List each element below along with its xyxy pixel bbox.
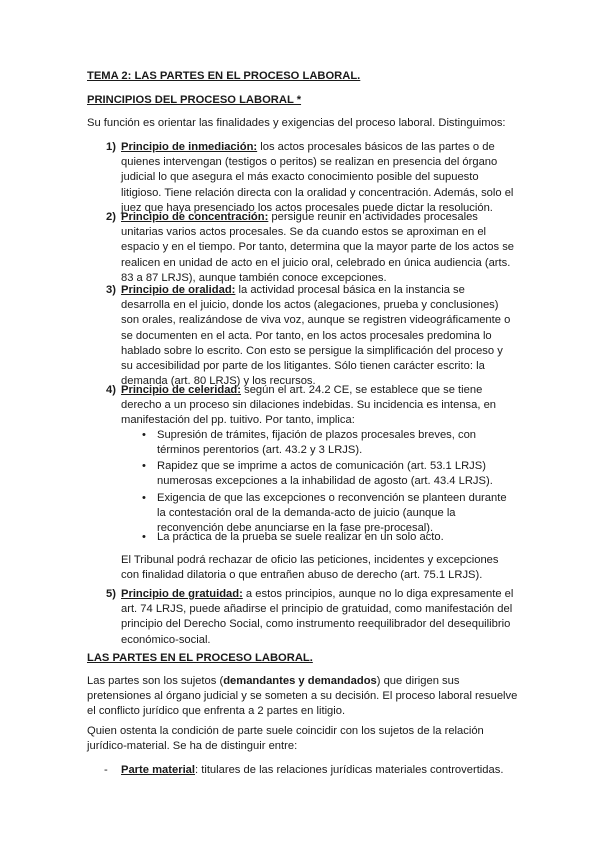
paragraph-line: El Tribunal podrá rechazar de oficio las peticiones, incidentes y excepciones: [121, 554, 499, 566]
section-heading-principios: PRINCIPIOS DEL PROCESO LABORAL *: [87, 94, 302, 106]
principle-text: litigioso. Tiene relación directa con la oralidad y concentración. Además, solo el: [121, 186, 514, 199]
term-definition: : titulares de las relaciones jurídicas materiales controvertidas.: [195, 764, 504, 776]
dash-icon: -: [104, 764, 108, 776]
paragraph-text: ) que dirigen sus: [376, 675, 460, 687]
list-item-text: términos perentorios (art. 43.2 y 3 LRJS).: [157, 444, 363, 457]
principle-text: persigue reunir en actividades procesales: [268, 211, 478, 223]
principle-text: los actos procesales básicos de las partes o de: [257, 141, 495, 153]
bold-term: demandantes y demandados: [223, 675, 377, 687]
condicion-parte-paragraph: [87, 724, 484, 754]
principle-celeridad-note: [121, 553, 498, 583]
paragraph-text: Las partes son los sujetos (: [87, 675, 224, 687]
principle-name: Principio de oralidad:: [121, 284, 236, 296]
principle-text: espacio y en el tiempo. Por tanto, determina que la mayor parte de los actos se: [121, 241, 515, 254]
principle-concentracion: [121, 210, 514, 286]
principle-name: Principio de celeridad:: [121, 384, 241, 396]
section-heading-partes: LAS PARTES EN EL PROCESO LABORAL.: [87, 652, 313, 664]
paragraph-line: el conflicto jurídico que enfrenta a 2 partes en litigio.: [87, 705, 346, 718]
principle-oralidad: [121, 283, 510, 389]
principle-text: a estos principios, aunque no lo diga expresamente el: [242, 588, 514, 600]
principle-text: la actividad procesal básica en la instancia se: [235, 284, 465, 296]
principle-number: 1): [106, 141, 116, 153]
paragraph-line: Quien ostenta la condición de parte suele coincidir con los sujetos de la relación: [87, 725, 484, 737]
principle-name: Principio de inmediación:: [121, 141, 258, 153]
list-item-text: Rapidez que se imprime a actos de comunicación (art. 53.1 LRJS): [157, 460, 486, 472]
principle-number: 5): [106, 588, 116, 600]
principle-number: 2): [106, 211, 116, 223]
list-item-text: Exigencia de que las excepciones o reconvención se planteen durante: [157, 492, 507, 504]
parte-material-item: [121, 763, 503, 778]
list-item-text: numerosas excepciones a la inhabilidad de agosto (art. 43.4 LRJS).: [157, 475, 493, 488]
intro-paragraph: Su función es orientar las finalidades y exigencias del proceso laboral. Distinguimos:: [87, 117, 506, 129]
principle-name: Principio de gratuidad:: [121, 588, 243, 600]
principle-text: 83 a 87 LRJS), aunque también conoce excepciones.: [121, 271, 387, 284]
principle-text: manifestación del pp. tuitivo. Por tanto, implica:: [121, 414, 355, 427]
principle-gratuidad: [121, 587, 513, 648]
bullet-icon: •: [142, 429, 146, 441]
bullet-icon: •: [142, 492, 146, 504]
principle-text: quienes intervengan (testigos o peritos) se realizan en presencia del órgano: [121, 156, 498, 169]
list-item-text: La práctica de la prueba se suele realizar en un solo acto.: [157, 531, 444, 543]
principle-text: principio del Derecho Social, como instrumento reequilibrador del desequilibrio: [121, 618, 511, 631]
principle-text: realicen en unidad de acto en el juicio oral, celebrado en única audiencia (arts.: [121, 256, 511, 269]
principle-text: se documenten en el acta. Por tanto, en los actos procesales predomina lo: [121, 329, 492, 342]
list-item: [157, 459, 493, 489]
paragraph-line: con finalidad dilatoria o que entrañen abuso de derecho (art. 75.1 LRJS).: [121, 569, 483, 582]
paragraph-line: jurídico-material. Se ha de distinguir entre:: [87, 740, 298, 753]
list-item: [157, 428, 476, 458]
bullet-icon: •: [142, 531, 146, 543]
principle-text: desarrolla en el juicio, donde los actos (alegaciones, prueba y conclusiones): [121, 299, 499, 312]
principle-number: 4): [106, 384, 116, 396]
principle-text: derecho a un proceso sin dilaciones indebidas. Su incidencia es intensa, en: [121, 399, 497, 412]
principle-number: 3): [106, 284, 116, 296]
principle-text: juez que haya presenciado los actos procesales puede dictar la resolución.: [121, 201, 493, 214]
list-item-text: la contestación oral de la demanda-acto de juicio (aunque la: [157, 507, 456, 520]
paragraph-line: pretensiones al órgano judicial y se someten a su decisión. El proceso laboral resuelve: [87, 690, 518, 703]
principle-text: demanda (art. 80 LRJS) y los recursos.: [121, 375, 316, 388]
bullet-icon: •: [142, 460, 146, 472]
principle-text: según el art. 24.2 CE, se establece que se tiene: [241, 384, 483, 396]
principle-text: art. 74 LRJS, puede añadirse el principio de gratuidad, como manifestación del: [121, 603, 513, 616]
principle-text: económico-social.: [121, 633, 211, 646]
principle-text: hablado sobre lo escrito. Con esto se persigue la simplificación del proceso y: [121, 344, 503, 357]
principle-text: son orales, realizándose de viva voz, aunque se registren videográficamente o: [121, 314, 511, 327]
principle-text: su accesibilidad por parte de los litigantes. Sólo tienen carácter escrito: la: [121, 360, 485, 373]
partes-paragraph: [87, 674, 517, 720]
principle-inmediacion: [121, 140, 513, 216]
principle-name: Principio de concentración:: [121, 211, 269, 223]
list-item-text: Supresión de trámites, fijación de plazos procesales breves, con: [157, 429, 477, 441]
principle-celeridad: [121, 383, 496, 429]
document-title: TEMA 2: LAS PARTES EN EL PROCESO LABORAL.: [87, 70, 361, 82]
principle-text: judicial lo que asegura el más exacto conocimiento posible del supuesto: [121, 171, 479, 184]
list-item-text: reconvención debe anunciarse en la fase pre-procesal).: [157, 522, 434, 535]
principle-text: unitarias varios actos procesales. Se da cuando estos se aproximan en el: [121, 226, 487, 239]
list-item: [157, 530, 444, 545]
term-label: Parte material: [121, 764, 196, 776]
